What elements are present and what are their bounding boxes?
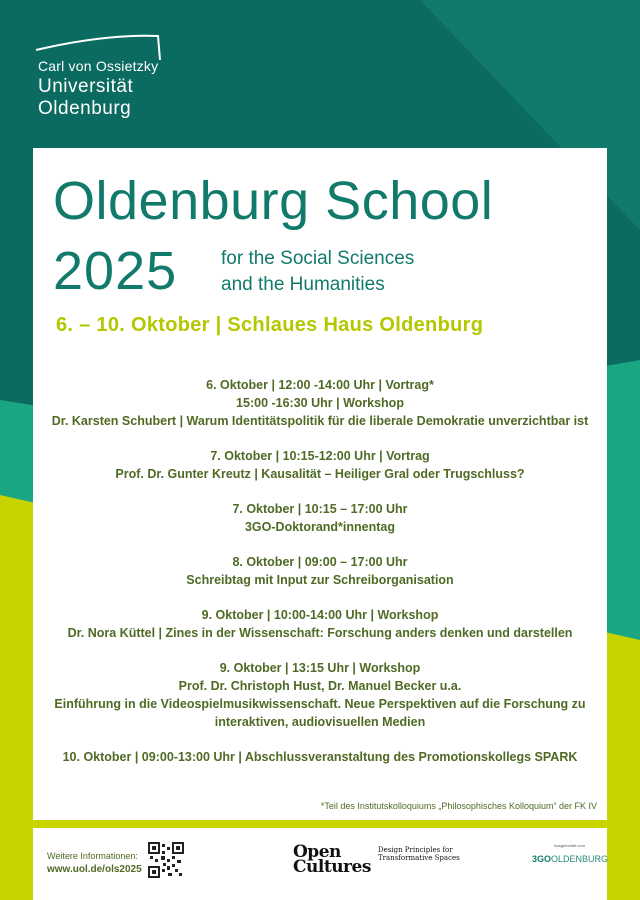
logo-line-1: Carl von Ossietzky bbox=[38, 58, 159, 74]
open-cultures-logo bbox=[293, 842, 371, 877]
info-link[interactable]: www.uol.de/ols2025 bbox=[47, 864, 142, 875]
title-year: 2025 bbox=[53, 241, 178, 301]
open-cultures-line-2: Cultures bbox=[293, 857, 371, 877]
logo-line-3: Oldenburg bbox=[38, 98, 132, 119]
event-item bbox=[33, 376, 607, 430]
event-line: 15:00 -16:30 Uhr | Workshop bbox=[236, 396, 404, 410]
footnote: *Teil des Institutskolloquiums „Philosophisches Kolloquium“ der FK IV bbox=[320, 801, 597, 811]
open-cultures-line-1: Open bbox=[293, 842, 341, 862]
tgo-caption: Ausgerichtet vom bbox=[554, 843, 585, 848]
subtitle-line-1: for the Social Sciences bbox=[221, 248, 415, 269]
event-item bbox=[33, 500, 607, 536]
subtitle-line-2: and the Humanities bbox=[221, 274, 385, 295]
event-line: Prof. Dr. Christoph Hust, Dr. Manuel Becker u.a. bbox=[178, 679, 462, 693]
event-item bbox=[33, 606, 607, 642]
event-line: interaktiven, audiovisuellen Medien bbox=[214, 715, 426, 729]
tgo-suffix: OLDENBURG bbox=[551, 854, 609, 864]
qr-code-icon[interactable] bbox=[148, 842, 184, 878]
tgo-logo bbox=[532, 854, 608, 864]
main-card bbox=[33, 148, 607, 820]
event-item bbox=[33, 447, 607, 483]
event-list bbox=[33, 376, 607, 783]
event-line: Einführung in die Videospielmusikwissenschaft. Neue Perspektiven auf die Forschung zu bbox=[54, 697, 586, 711]
event-line: 6. Oktober | 12:00 -14:00 Uhr | Vortrag* bbox=[206, 378, 434, 392]
event-line: Schreibtag mit Input zur Schreiborganisation bbox=[186, 573, 454, 587]
event-line: Dr. Karsten Schubert | Warum Identitätspolitik für die liberale Demokratie unverzichtbar ist bbox=[51, 414, 589, 428]
tgo-prefix: 3GO bbox=[532, 854, 552, 864]
event-line: Dr. Nora Küttel | Zines in der Wissenschaft: Forschung anders denken und darstellen bbox=[67, 626, 573, 640]
event-line: 7. Oktober | 10:15 – 17:00 Uhr bbox=[232, 502, 408, 516]
open-cultures-sub-1: Design Principles for bbox=[378, 846, 453, 854]
subtitle bbox=[221, 246, 414, 298]
event-line: 8. Oktober | 09:00 – 17:00 Uhr bbox=[232, 555, 408, 569]
info-label: Weitere Informationen: bbox=[47, 851, 138, 861]
title-line-1: Oldenburg School bbox=[53, 171, 494, 231]
event-item bbox=[33, 553, 607, 589]
event-line: 10. Oktober | 09:00-13:00 Uhr | Abschlussveranstaltung des Promotionskollegs SPARK bbox=[62, 750, 578, 764]
footer-bar bbox=[33, 828, 607, 900]
event-line: 3GO-Doktorand*innentag bbox=[244, 520, 395, 534]
logo-arc-icon bbox=[34, 30, 174, 60]
open-cultures-sub-2: Transformative Spaces bbox=[378, 854, 460, 862]
date-location: 6. – 10. Oktober | Schlaues Haus Oldenburg bbox=[56, 314, 484, 336]
event-line: 7. Oktober | 10:15-12:00 Uhr | Vortrag bbox=[210, 449, 430, 463]
event-line: 9. Oktober | 10:00-14:00 Uhr | Workshop bbox=[201, 608, 439, 622]
open-cultures-subtitle bbox=[378, 846, 460, 862]
event-item bbox=[33, 659, 607, 731]
event-line: Prof. Dr. Gunter Kreutz | Kausalität – Heiliger Gral oder Trugschluss? bbox=[115, 467, 525, 481]
logo-line-2: Universität bbox=[38, 76, 134, 97]
event-item bbox=[33, 748, 607, 766]
event-line: 9. Oktober | 13:15 Uhr | Workshop bbox=[219, 661, 421, 675]
